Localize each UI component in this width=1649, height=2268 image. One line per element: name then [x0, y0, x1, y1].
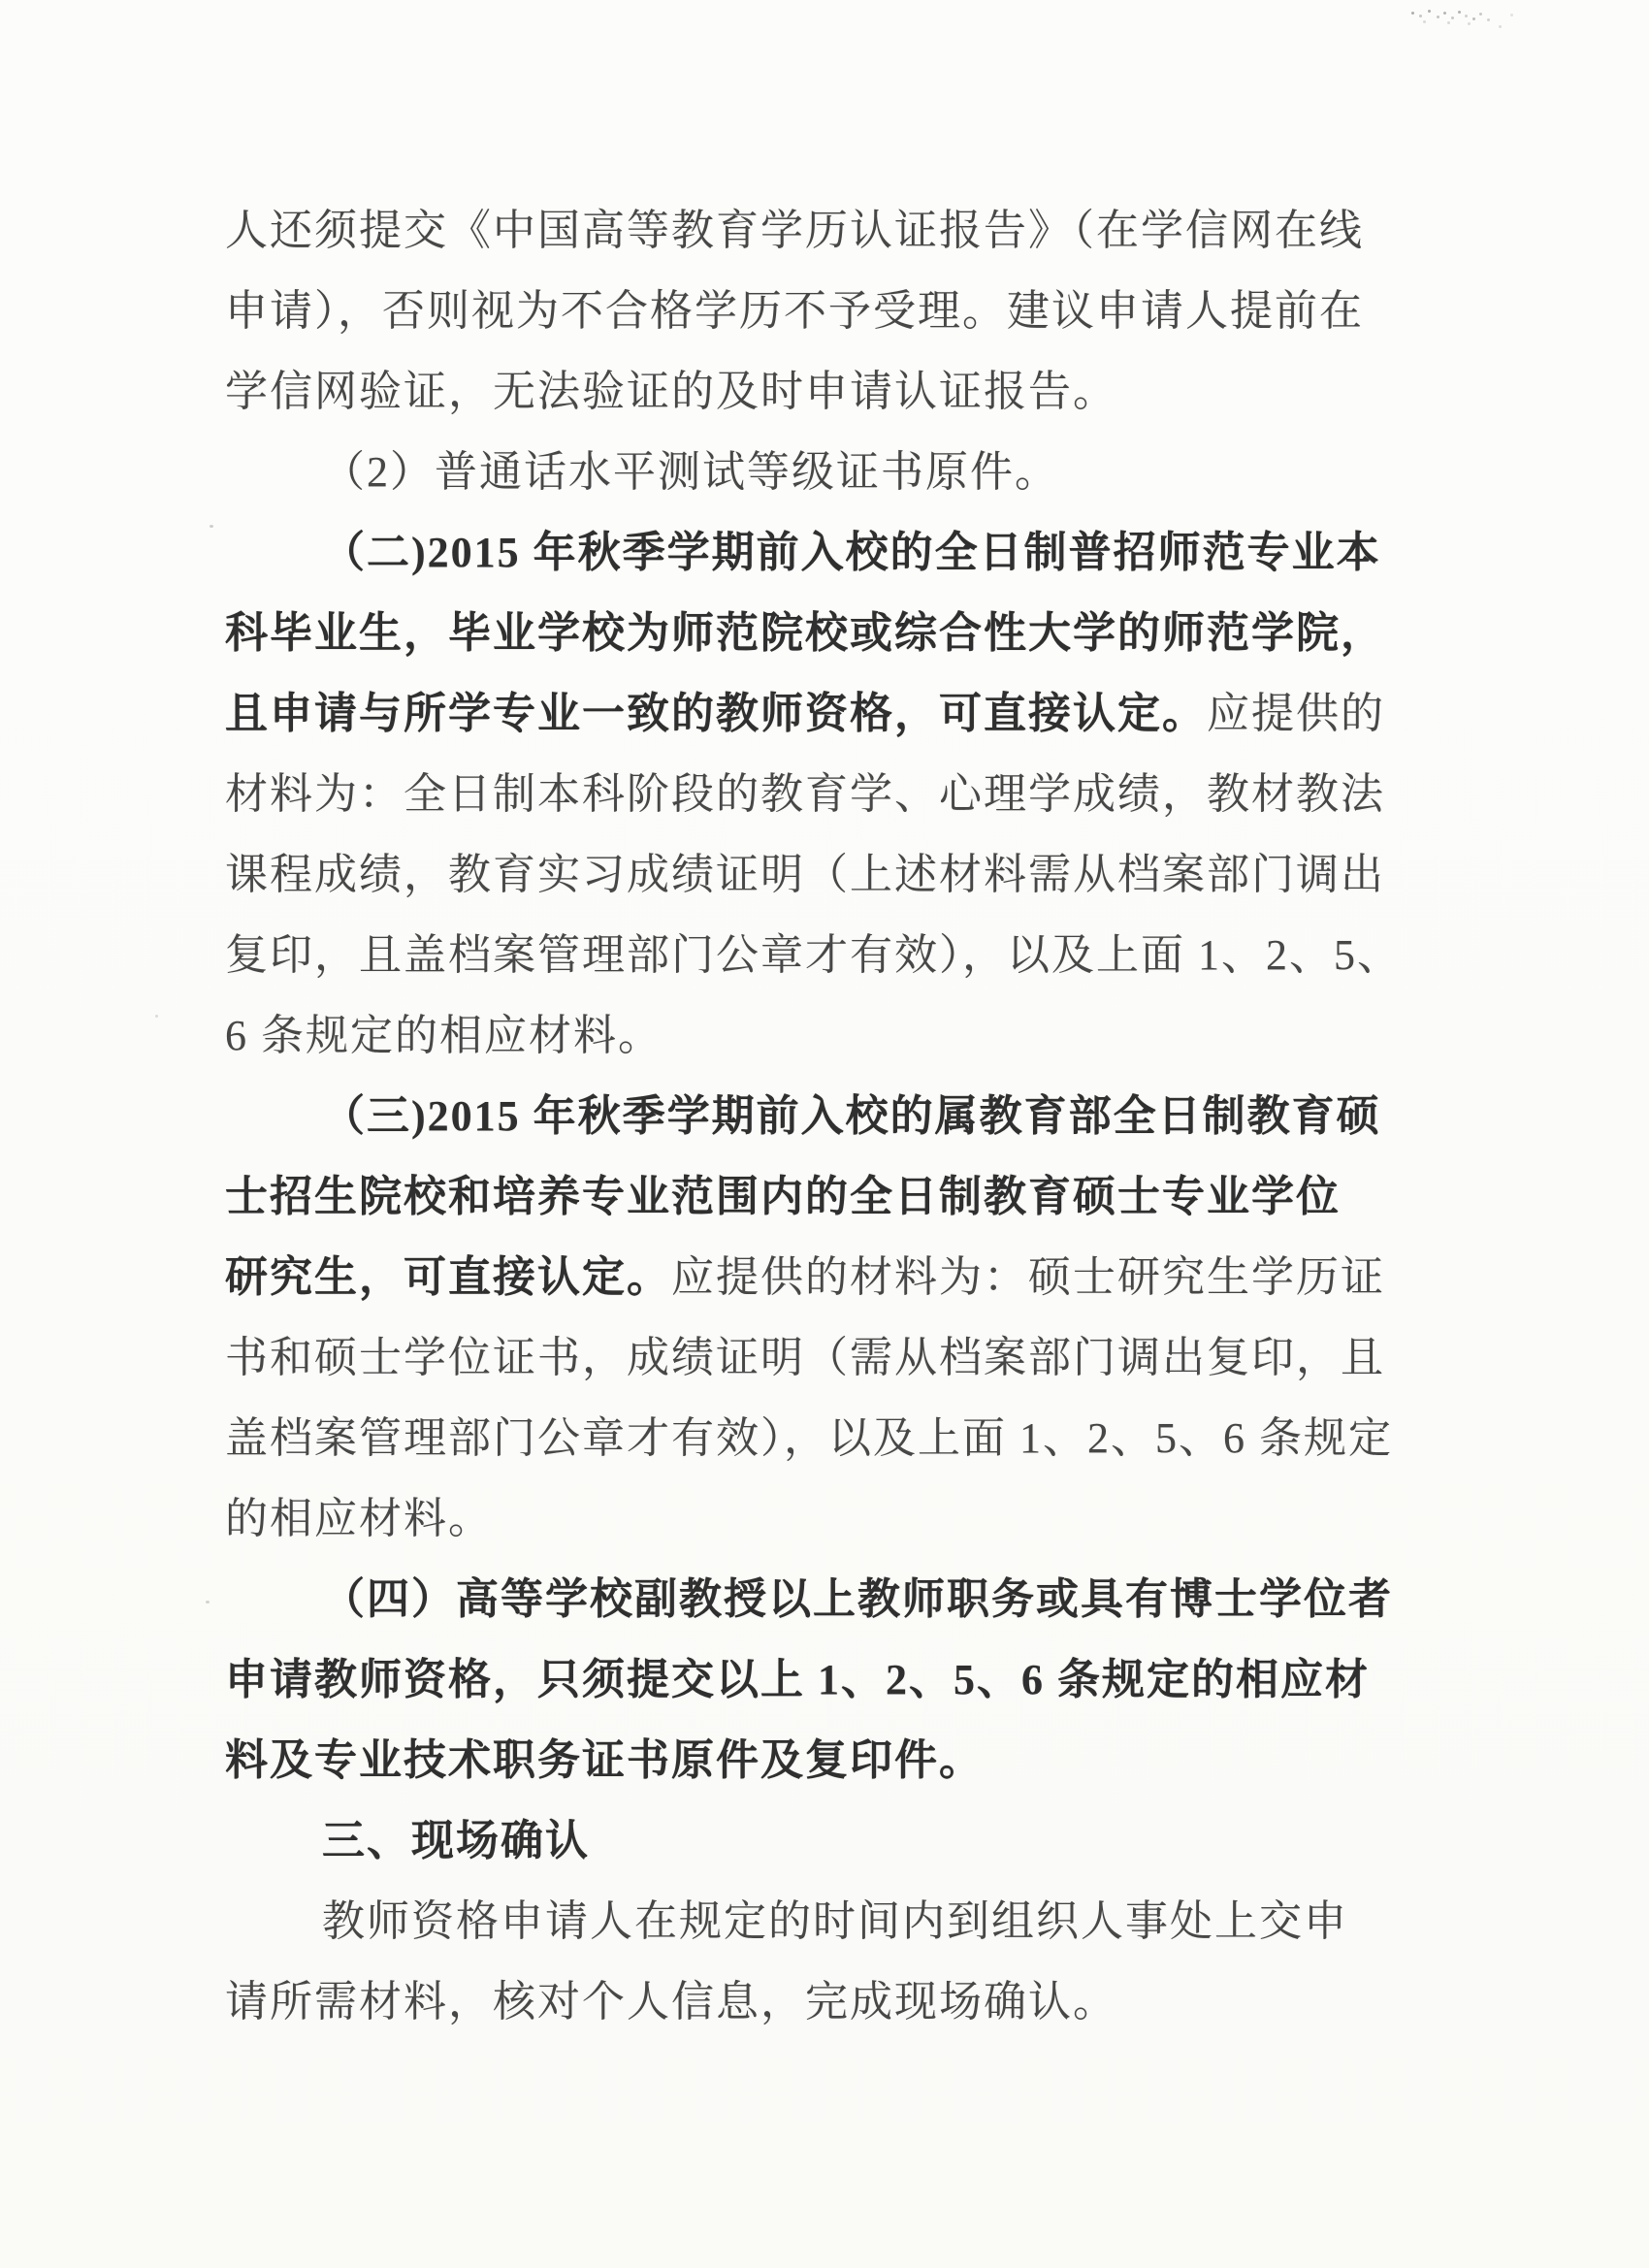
text-segment: （2）普通话水平测试等级证书原件。 — [322, 448, 1059, 496]
scan-speck — [155, 1015, 158, 1018]
text-line — [225, 609, 1385, 690]
text-line — [225, 1173, 1370, 1253]
text-segment: 的相应材料。 — [225, 1495, 493, 1542]
text-line — [225, 287, 1370, 368]
text-line — [225, 1495, 1370, 1575]
text-segment: 学信网验证，无法验证的及时申请认证报告。 — [225, 368, 1117, 415]
text-segment: 请所需材料，核对个人信息，完成现场确认。 — [225, 1978, 1117, 2025]
bold-text-segment: 士招生院校和培养专业范围内的全日制教育硕士专业学位 — [225, 1173, 1341, 1220]
scan-noise — [1411, 12, 1414, 15]
bold-text-segment: 且申请与所学专业一致的教师资格，可直接认定。 — [225, 690, 1207, 737]
text-line — [225, 529, 1381, 609]
text-segment: 应提供的材料为：硕士研究生学历证 — [671, 1253, 1385, 1301]
text-line — [225, 1817, 1370, 1897]
scan-speck — [206, 1601, 210, 1604]
bold-text-segment: （三)2015 年秋季学期前入校的属教育部全日制教育硕 — [322, 1092, 1381, 1140]
bold-text-segment: （四）高等学校副教授以上教师职务或具有博士学位者 — [322, 1575, 1393, 1623]
bold-text-segment: 研究生，可直接认定。 — [225, 1253, 671, 1301]
text-line — [225, 1978, 1370, 2058]
text-segment: 人还须提交《中国高等教育学历认证报告》（在学信网在线 — [225, 207, 1364, 254]
text-line — [225, 770, 1385, 851]
text-line — [225, 448, 1370, 529]
text-line — [225, 1253, 1385, 1334]
text-line — [225, 931, 1402, 1012]
text-line — [225, 690, 1385, 770]
text-segment: 申请），否则视为不合格学历不予受理。建议申请人提前在 — [225, 287, 1364, 335]
text-segment: 盖档案管理部门公章才有效），以及上面 1、2、5、6 条规定 — [225, 1414, 1393, 1462]
text-segment: 教师资格申请人在规定的时间内到组织人事处上交申 — [322, 1897, 1348, 1945]
scan-speck — [210, 525, 213, 528]
text-segment: 6 条规定的相应材料。 — [225, 1012, 663, 1059]
text-segment: 课程成绩，教育实习成绩证明（上述材料需从档案部门调出 — [225, 851, 1385, 898]
bold-text-segment: （二)2015 年秋季学期前入校的全日制普招师范专业本 — [322, 529, 1381, 576]
document-body — [225, 207, 1402, 2058]
text-line — [225, 368, 1370, 448]
text-line — [225, 207, 1370, 287]
text-line — [225, 1736, 1370, 1817]
text-line — [225, 1414, 1393, 1495]
text-segment: 材料为：全日制本科阶段的教育学、心理学成绩，教材教法 — [225, 770, 1385, 818]
text-segment: 应提供的 — [1207, 690, 1385, 737]
bold-text-segment: 申请教师资格，只须提交以上 1、2、5、6 条规定的相应材 — [225, 1656, 1370, 1703]
text-segment: 书和硕士学位证书，成绩证明（需从档案部门调出复印，且 — [225, 1334, 1385, 1381]
text-line — [225, 1334, 1385, 1414]
text-line — [225, 1012, 1370, 1092]
text-line — [225, 1092, 1381, 1173]
text-line — [225, 1575, 1393, 1656]
text-segment: 复印，且盖档案管理部门公章才有效），以及上面 1、2、5、 — [225, 931, 1402, 979]
text-line — [225, 1897, 1370, 1978]
bold-text-segment: 科毕业生，毕业学校为师范院校或综合性大学的师范学院， — [225, 609, 1385, 657]
text-line — [225, 851, 1385, 931]
bold-text-segment: 料及专业技术职务证书原件及复印件。 — [225, 1736, 984, 1784]
bold-text-segment: 三、现场确认 — [322, 1817, 590, 1864]
text-line — [225, 1656, 1370, 1736]
